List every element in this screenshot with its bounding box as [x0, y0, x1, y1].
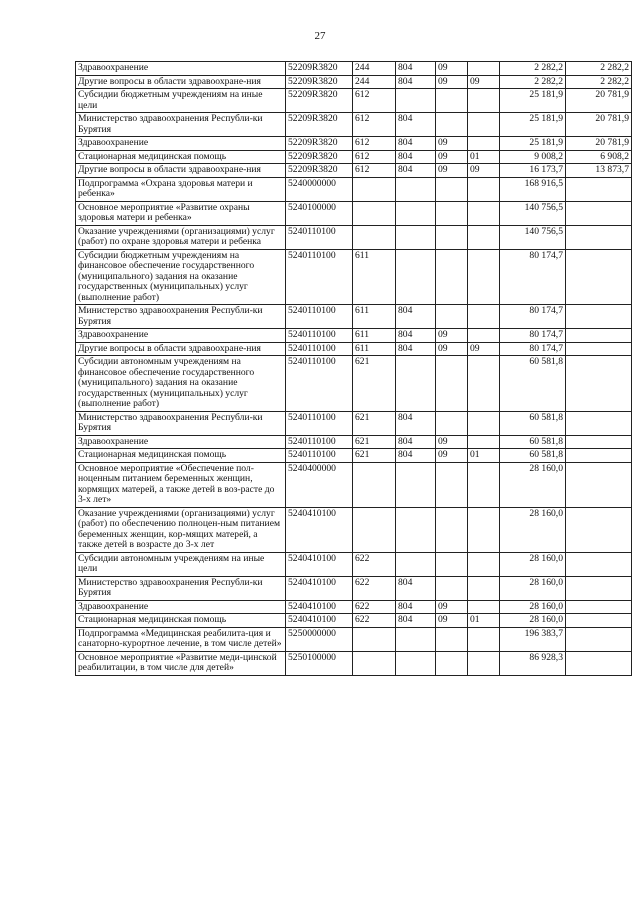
amount-year-2-cell — [566, 249, 632, 305]
section-code-cell: 09 — [436, 600, 468, 614]
subsection-code-cell: 09 — [468, 75, 500, 89]
expense-type-cell: 621 — [353, 449, 396, 463]
target-code-cell: 5240110100 — [286, 342, 353, 356]
ministry-code-cell — [396, 507, 436, 552]
table-row — [76, 164, 632, 178]
amount-year-2-cell — [566, 225, 632, 249]
subsection-code-cell — [468, 89, 500, 113]
table-row — [76, 600, 632, 614]
table-row — [76, 177, 632, 201]
subsection-code-cell — [468, 411, 500, 435]
ministry-code-cell: 804 — [396, 576, 436, 600]
expense-type-cell: 612 — [353, 150, 396, 164]
ministry-code-cell: 804 — [396, 62, 436, 76]
section-code-cell: 09 — [436, 62, 468, 76]
table-row — [76, 435, 632, 449]
amount-year-1-cell: 80 174,7 — [500, 305, 566, 329]
section-code-cell — [436, 651, 468, 675]
expense-type-cell: 244 — [353, 75, 396, 89]
section-code-cell — [436, 201, 468, 225]
table-row — [76, 507, 632, 552]
section-code-cell — [436, 507, 468, 552]
row-name-cell: Основное мероприятие «Обеспечение пол-ноценным питанием беременных женщин, кормящих матерей, а также детей в воз-расте до 3-х лет» — [76, 462, 286, 507]
table-row — [76, 89, 632, 113]
row-name-cell: Оказание учреждениями (организациями) услуг (работ) по обеспечению полноцен-ным питанием беременных женщин, кор-мящих матерей, а также детей в возрасте до 3-х лет — [76, 507, 286, 552]
section-code-cell: 09 — [436, 150, 468, 164]
target-code-cell: 5240110100 — [286, 329, 353, 343]
ministry-code-cell — [396, 552, 436, 576]
page-number: 27 — [314, 30, 326, 42]
section-code-cell — [436, 576, 468, 600]
amount-year-2-cell — [566, 356, 632, 412]
row-name-cell: Другие вопросы в области здравоохране-ния — [76, 342, 286, 356]
table-row — [76, 137, 632, 151]
table-row — [76, 342, 632, 356]
subsection-code-cell — [468, 435, 500, 449]
expense-type-cell: 611 — [353, 329, 396, 343]
subsection-code-cell — [468, 462, 500, 507]
table-row — [76, 62, 632, 76]
section-code-cell: 09 — [436, 329, 468, 343]
subsection-code-cell — [468, 113, 500, 137]
amount-year-1-cell: 28 160,0 — [500, 507, 566, 552]
target-code-cell: 52209R3820 — [286, 75, 353, 89]
expense-type-cell: 621 — [353, 356, 396, 412]
row-name-cell: Здравоохранение — [76, 435, 286, 449]
target-code-cell: 52209R3820 — [286, 89, 353, 113]
amount-year-1-cell: 80 174,7 — [500, 342, 566, 356]
amount-year-2-cell: 2 282,2 — [566, 75, 632, 89]
ministry-code-cell: 804 — [396, 449, 436, 463]
amount-year-1-cell: 2 282,2 — [500, 62, 566, 76]
expense-type-cell: 622 — [353, 614, 396, 628]
amount-year-2-cell: 20 781,9 — [566, 89, 632, 113]
amount-year-1-cell: 60 581,8 — [500, 435, 566, 449]
subsection-code-cell — [468, 201, 500, 225]
amount-year-1-cell: 28 160,0 — [500, 600, 566, 614]
ministry-code-cell — [396, 177, 436, 201]
row-name-cell: Стационарная медицинская помощь — [76, 150, 286, 164]
amount-year-1-cell: 9 008,2 — [500, 150, 566, 164]
amount-year-1-cell: 2 282,2 — [500, 75, 566, 89]
table-row — [76, 150, 632, 164]
budget-table — [75, 61, 632, 676]
expense-type-cell: 622 — [353, 576, 396, 600]
section-code-cell: 09 — [436, 75, 468, 89]
row-name-cell: Стационарная медицинская помощь — [76, 449, 286, 463]
subsection-code-cell — [468, 137, 500, 151]
amount-year-2-cell — [566, 342, 632, 356]
amount-year-1-cell: 16 173,7 — [500, 164, 566, 178]
ministry-code-cell — [396, 356, 436, 412]
expense-type-cell: 612 — [353, 113, 396, 137]
target-code-cell: 5240410100 — [286, 552, 353, 576]
expense-type-cell — [353, 627, 396, 651]
ministry-code-cell: 804 — [396, 164, 436, 178]
amount-year-2-cell — [566, 177, 632, 201]
subsection-code-cell — [468, 552, 500, 576]
expense-type-cell: 612 — [353, 89, 396, 113]
row-name-cell: Оказание учреждениями (организациями) услуг (работ) по охране здоровья матери и ребенка — [76, 225, 286, 249]
amount-year-2-cell — [566, 507, 632, 552]
ministry-code-cell: 804 — [396, 614, 436, 628]
row-name-cell: Субсидии автономным учреждениям на иные цели — [76, 552, 286, 576]
amount-year-1-cell: 28 160,0 — [500, 552, 566, 576]
section-code-cell — [436, 411, 468, 435]
subsection-code-cell: 01 — [468, 449, 500, 463]
ministry-code-cell: 804 — [396, 75, 436, 89]
ministry-code-cell — [396, 201, 436, 225]
ministry-code-cell: 804 — [396, 342, 436, 356]
amount-year-1-cell: 25 181,9 — [500, 113, 566, 137]
section-code-cell — [436, 356, 468, 412]
expense-type-cell — [353, 225, 396, 249]
row-name-cell: Министерство здравоохранения Республи-ки Бурятия — [76, 576, 286, 600]
target-code-cell: 5240110100 — [286, 249, 353, 305]
ministry-code-cell — [396, 225, 436, 249]
target-code-cell: 5240110100 — [286, 449, 353, 463]
table-row — [76, 552, 632, 576]
row-name-cell: Здравоохранение — [76, 329, 286, 343]
ministry-code-cell: 804 — [396, 600, 436, 614]
amount-year-1-cell: 25 181,9 — [500, 89, 566, 113]
ministry-code-cell — [396, 651, 436, 675]
row-name-cell: Основное мероприятие «Развитие охраны здоровья матери и ребенка» — [76, 201, 286, 225]
amount-year-2-cell — [566, 627, 632, 651]
target-code-cell: 5240410100 — [286, 507, 353, 552]
table-row — [76, 356, 632, 412]
expense-type-cell: 621 — [353, 435, 396, 449]
amount-year-2-cell — [566, 305, 632, 329]
table-row — [76, 113, 632, 137]
table-row — [76, 249, 632, 305]
target-code-cell: 5240110100 — [286, 411, 353, 435]
target-code-cell: 5240110100 — [286, 356, 353, 412]
expense-type-cell: 611 — [353, 342, 396, 356]
row-name-cell: Подпрограмма «Медицинская реабилита-ция и санаторно-курортное лечение, в том числе детей» — [76, 627, 286, 651]
subsection-code-cell — [468, 576, 500, 600]
section-code-cell: 09 — [436, 449, 468, 463]
row-name-cell: Стационарная медицинская помощь — [76, 614, 286, 628]
expense-type-cell: 611 — [353, 249, 396, 305]
table-row — [76, 329, 632, 343]
subsection-code-cell: 01 — [468, 614, 500, 628]
amount-year-1-cell: 196 383,7 — [500, 627, 566, 651]
subsection-code-cell — [468, 249, 500, 305]
amount-year-1-cell: 80 174,7 — [500, 249, 566, 305]
target-code-cell: 5240410100 — [286, 614, 353, 628]
ministry-code-cell: 804 — [396, 150, 436, 164]
expense-type-cell: 622 — [353, 600, 396, 614]
expense-type-cell — [353, 462, 396, 507]
amount-year-1-cell: 168 916,5 — [500, 177, 566, 201]
ministry-code-cell: 804 — [396, 305, 436, 329]
amount-year-1-cell: 60 581,8 — [500, 356, 566, 412]
target-code-cell: 5240410100 — [286, 600, 353, 614]
section-code-cell — [436, 552, 468, 576]
table-row — [76, 75, 632, 89]
expense-type-cell: 621 — [353, 411, 396, 435]
amount-year-2-cell: 2 282,2 — [566, 62, 632, 76]
ministry-code-cell: 804 — [396, 329, 436, 343]
target-code-cell: 5240110100 — [286, 305, 353, 329]
expense-type-cell — [353, 507, 396, 552]
row-name-cell: Министерство здравоохранения Республи-ки Бурятия — [76, 411, 286, 435]
row-name-cell: Подпрограмма «Охрана здоровья матери и ребенка» — [76, 177, 286, 201]
amount-year-1-cell: 28 160,0 — [500, 576, 566, 600]
ministry-code-cell — [396, 249, 436, 305]
amount-year-2-cell: 6 908,2 — [566, 150, 632, 164]
section-code-cell — [436, 627, 468, 651]
amount-year-1-cell: 86 928,3 — [500, 651, 566, 675]
amount-year-1-cell: 140 756,5 — [500, 201, 566, 225]
ministry-code-cell — [396, 89, 436, 113]
ministry-code-cell: 804 — [396, 411, 436, 435]
row-name-cell: Субсидии бюджетным учреждениям на иные цели — [76, 89, 286, 113]
ministry-code-cell — [396, 627, 436, 651]
section-code-cell — [436, 305, 468, 329]
target-code-cell: 5240110100 — [286, 435, 353, 449]
subsection-code-cell — [468, 62, 500, 76]
amount-year-2-cell — [566, 435, 632, 449]
amount-year-1-cell: 25 181,9 — [500, 137, 566, 151]
subsection-code-cell — [468, 329, 500, 343]
row-name-cell: Субсидии бюджетным учреждениям на финансовое обеспечение государственного (муниципального) задания на оказание государственных (муниципальных) услуг (выполнение работ) — [76, 249, 286, 305]
amount-year-2-cell — [566, 552, 632, 576]
budget-table-body — [76, 62, 632, 676]
subsection-code-cell: 09 — [468, 342, 500, 356]
amount-year-1-cell: 140 756,5 — [500, 225, 566, 249]
section-code-cell — [436, 225, 468, 249]
expense-type-cell: 244 — [353, 62, 396, 76]
amount-year-1-cell: 60 581,8 — [500, 411, 566, 435]
amount-year-1-cell: 28 160,0 — [500, 614, 566, 628]
row-name-cell: Основное мероприятие «Развитие меди-цинской реабилитации, в том числе для детей» — [76, 651, 286, 675]
expense-type-cell — [353, 201, 396, 225]
target-code-cell: 5240000000 — [286, 177, 353, 201]
target-code-cell: 52209R3820 — [286, 62, 353, 76]
subsection-code-cell — [468, 177, 500, 201]
amount-year-1-cell: 60 581,8 — [500, 449, 566, 463]
amount-year-2-cell — [566, 201, 632, 225]
table-row — [76, 627, 632, 651]
expense-type-cell: 622 — [353, 552, 396, 576]
table-row — [76, 411, 632, 435]
subsection-code-cell — [468, 600, 500, 614]
section-code-cell — [436, 462, 468, 507]
amount-year-2-cell — [566, 651, 632, 675]
row-name-cell: Здравоохранение — [76, 62, 286, 76]
subsection-code-cell — [468, 356, 500, 412]
row-name-cell: Здравоохранение — [76, 600, 286, 614]
amount-year-2-cell: 20 781,9 — [566, 137, 632, 151]
table-row — [76, 305, 632, 329]
table-row — [76, 449, 632, 463]
row-name-cell: Здравоохранение — [76, 137, 286, 151]
target-code-cell: 5240110100 — [286, 225, 353, 249]
section-code-cell: 09 — [436, 164, 468, 178]
section-code-cell — [436, 177, 468, 201]
expense-type-cell — [353, 177, 396, 201]
target-code-cell: 5250000000 — [286, 627, 353, 651]
expense-type-cell — [353, 651, 396, 675]
expense-type-cell: 611 — [353, 305, 396, 329]
expense-type-cell: 612 — [353, 137, 396, 151]
table-row — [76, 201, 632, 225]
amount-year-2-cell — [566, 329, 632, 343]
subsection-code-cell: 01 — [468, 150, 500, 164]
section-code-cell — [436, 89, 468, 113]
subsection-code-cell — [468, 507, 500, 552]
row-name-cell: Субсидии автономным учреждениям на финансовое обеспечение государственного (муниципального) задания на оказание государственных (муниципальных) услуг (выполнение работ) — [76, 356, 286, 412]
target-code-cell: 52209R3820 — [286, 164, 353, 178]
target-code-cell: 5240400000 — [286, 462, 353, 507]
row-name-cell: Другие вопросы в области здравоохране-ния — [76, 164, 286, 178]
amount-year-2-cell — [566, 411, 632, 435]
target-code-cell: 52209R3820 — [286, 113, 353, 137]
table-row — [76, 576, 632, 600]
subsection-code-cell: 09 — [468, 164, 500, 178]
section-code-cell: 09 — [436, 435, 468, 449]
amount-year-2-cell: 13 873,7 — [566, 164, 632, 178]
ministry-code-cell: 804 — [396, 435, 436, 449]
amount-year-1-cell: 80 174,7 — [500, 329, 566, 343]
table-row — [76, 651, 632, 675]
section-code-cell — [436, 113, 468, 137]
amount-year-1-cell: 28 160,0 — [500, 462, 566, 507]
section-code-cell: 09 — [436, 614, 468, 628]
section-code-cell — [436, 249, 468, 305]
section-code-cell: 09 — [436, 342, 468, 356]
row-name-cell: Другие вопросы в области здравоохране-ния — [76, 75, 286, 89]
ministry-code-cell: 804 — [396, 137, 436, 151]
amount-year-2-cell — [566, 614, 632, 628]
subsection-code-cell — [468, 305, 500, 329]
amount-year-2-cell — [566, 462, 632, 507]
amount-year-2-cell — [566, 600, 632, 614]
target-code-cell: 52209R3820 — [286, 137, 353, 151]
table-row — [76, 614, 632, 628]
table-row — [76, 462, 632, 507]
target-code-cell: 5240410100 — [286, 576, 353, 600]
subsection-code-cell — [468, 651, 500, 675]
amount-year-2-cell: 20 781,9 — [566, 113, 632, 137]
amount-year-2-cell — [566, 576, 632, 600]
target-code-cell: 5240100000 — [286, 201, 353, 225]
ministry-code-cell — [396, 462, 436, 507]
ministry-code-cell: 804 — [396, 113, 436, 137]
amount-year-2-cell — [566, 449, 632, 463]
target-code-cell: 52209R3820 — [286, 150, 353, 164]
row-name-cell: Министерство здравоохранения Республи-ки Бурятия — [76, 113, 286, 137]
expense-type-cell: 612 — [353, 164, 396, 178]
subsection-code-cell — [468, 225, 500, 249]
table-row — [76, 225, 632, 249]
section-code-cell: 09 — [436, 137, 468, 151]
subsection-code-cell — [468, 627, 500, 651]
target-code-cell: 5250100000 — [286, 651, 353, 675]
row-name-cell: Министерство здравоохранения Республи-ки Бурятия — [76, 305, 286, 329]
